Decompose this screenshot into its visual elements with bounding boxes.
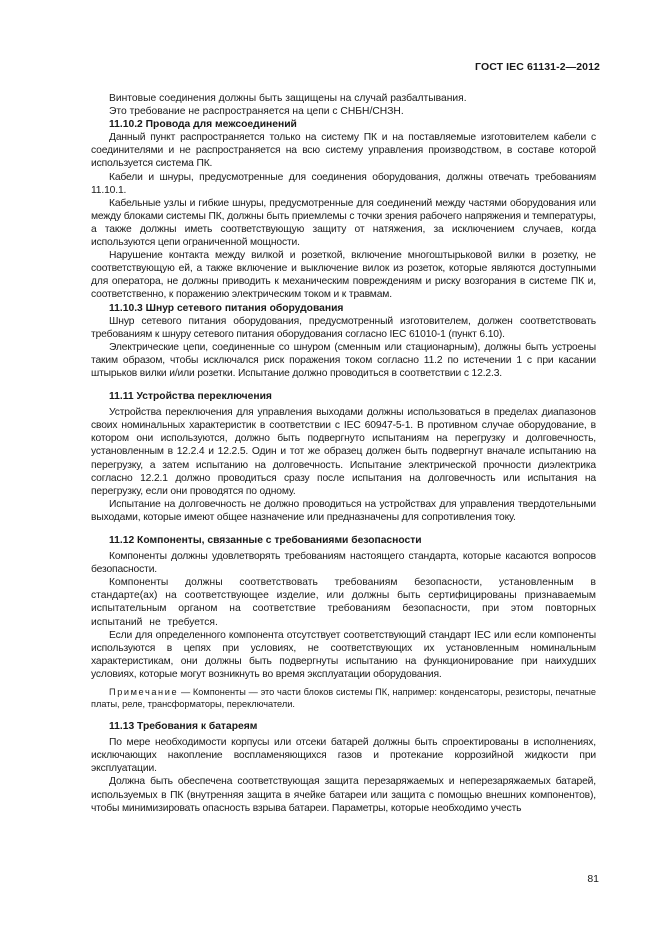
- section-heading-11-13: 11.13 Требования к батареям: [109, 721, 258, 733]
- paragraph: Данный пункт распространяется только на систему ПК и на поставляемые изготовителем кабели с соединителями и не распространяется на всю систему управления производством, в составе которой используется система ПК.: [91, 132, 596, 170]
- section-heading-11-11: 11.11 Устройства переключения: [109, 391, 272, 403]
- paragraph: Компоненты должны соответствовать требованиям безопасности, установленным в стандарте(ах) на соответствующее изделие, или должны быть сертифицированы признаваемым испытательным органом на соответствие требованиям безопасности, при этом повторных испытаний не требуется.: [91, 577, 596, 628]
- paragraph: Испытание на долговечность не должно проводиться на устройствах для управления твердотельными выходами, которые имеют общее назначение или предназначены для сопротивления току.: [91, 498, 596, 523]
- paragraph: Кабельные узлы и гибкие шнуры, предусмотренные для соединений между частями оборудования или между блоками системы ПК, должны быть приемлемы с точки зрения рабочего напряжения и температуры, а также должны иметь соответствующую защиту от натяжения, за исключением случаев, когда используются цепи ограниченной мощности.: [91, 197, 596, 249]
- section-heading-11-12: 11.12 Компоненты, связанные с требованиями безопасности: [109, 535, 422, 546]
- paragraph-text: Винтовые соединения должны быть защищены на случай разбалтывания.: [109, 93, 467, 104]
- note-label: Примечание: [109, 687, 179, 698]
- section-heading-11-10-3: 11.10.3 Шнур сетевого питания оборудования: [109, 302, 344, 314]
- paragraph: Нарушение контакта между вилкой и розеткой, включение многоштырьковой вилки в розетку, не соответствующую ей, а также включение и выключение вилок из розеток, которые являются доступными для оператора, не должны приводить к механическим повреждениям и риску возгорания в системе ПК и, соответственно, к поражению электрическим током и к травмам.: [91, 250, 596, 301]
- paragraph: Если для определенного компонента отсутствует соответствующий стандарт IEC или если компоненты используются в цепях при условиях, не соответствующих их установленным номинальным характеристикам, они должны быть подвергнуты испытанию на функционирование при наихудших условиях, которые могут возникнуть во время эксплуатации оборудования.: [91, 629, 596, 680]
- document-header: ГОСТ IEC 61131-2—2012: [475, 61, 600, 73]
- page-number: 81: [587, 873, 599, 885]
- section-heading-11-10-2: 11.10.2 Провода для межсоединений: [109, 119, 297, 131]
- paragraph: Это требование не распространяется на цепи с СНБН/СНЗН.: [109, 106, 404, 118]
- paragraph: Устройства переключения для управления выходами должны использоваться в пределах диапазонов своих номинальных характеристик в соответствии с IEC 60947-5-1. В противном случае оборудование, в котором они используются, должно быть подвергнуто испытаниям на перегрузку и долговечность, установленным в 12.2.4 и 12.2.5. Один и тот же образец должен быть подвергнут вначале испытанию на перегрузку, а затем испытанию на долговечность. Испытание электрической прочности диэлектрика согласно 12.2.1 должно проводиться сразу после испытания на долговечность или испытания на перегрузку, если они проводятся по одному.: [91, 407, 596, 497]
- paragraph: Электрические цепи, соединенные со шнуром (сменным или стационарным), должны быть устроены таким образом, чтобы исключался риск поражения током согласно 11.2 по истечении 1 с при касании штырьков вилки и/или розетки. Испытание должно проводиться в соответствии с 12.2.3.: [91, 341, 596, 379]
- note: [91, 686, 596, 710]
- paragraph: Должна быть обеспечена соответствующая защита перезаряжаемых и неперезаряжаемых батарей, используемых в ПК (внутренняя защита в ячейке батареи или защита с помощью внешних компонентов), чтобы минимизировать опасность взрыва батареи. Параметры, которые необходимо учесть: [91, 776, 596, 814]
- paragraph: [91, 92, 596, 105]
- paragraph: Компоненты должны удовлетворять требованиям настоящего стандарта, которые касаются вопросов безопасности.: [91, 551, 596, 576]
- document-body: [91, 92, 596, 815]
- note-text: — Компоненты — это части блоков системы ПК, например: конденсаторы, резисторы, печатные платы, реле, трансформаторы, переключатели.: [91, 687, 596, 710]
- paragraph: По мере необходимости корпусы или отсеки батарей должны быть спроектированы в исполнениях, исключающих накопление воспламеняющихся газов и протекание коррозийной жидкости при эксплуатации.: [91, 737, 596, 775]
- paragraph: Кабели и шнуры, предусмотренные для соединения оборудования, должны отвечать требованиям 11.10.1.: [91, 171, 596, 196]
- paragraph: Шнур сетевого питания оборудования, предусмотренный изготовителем, должен соответствовать требованиям к шнуру сетевого питания оборудования согласно IEC 61010-1 (пункт 6.10).: [91, 315, 596, 340]
